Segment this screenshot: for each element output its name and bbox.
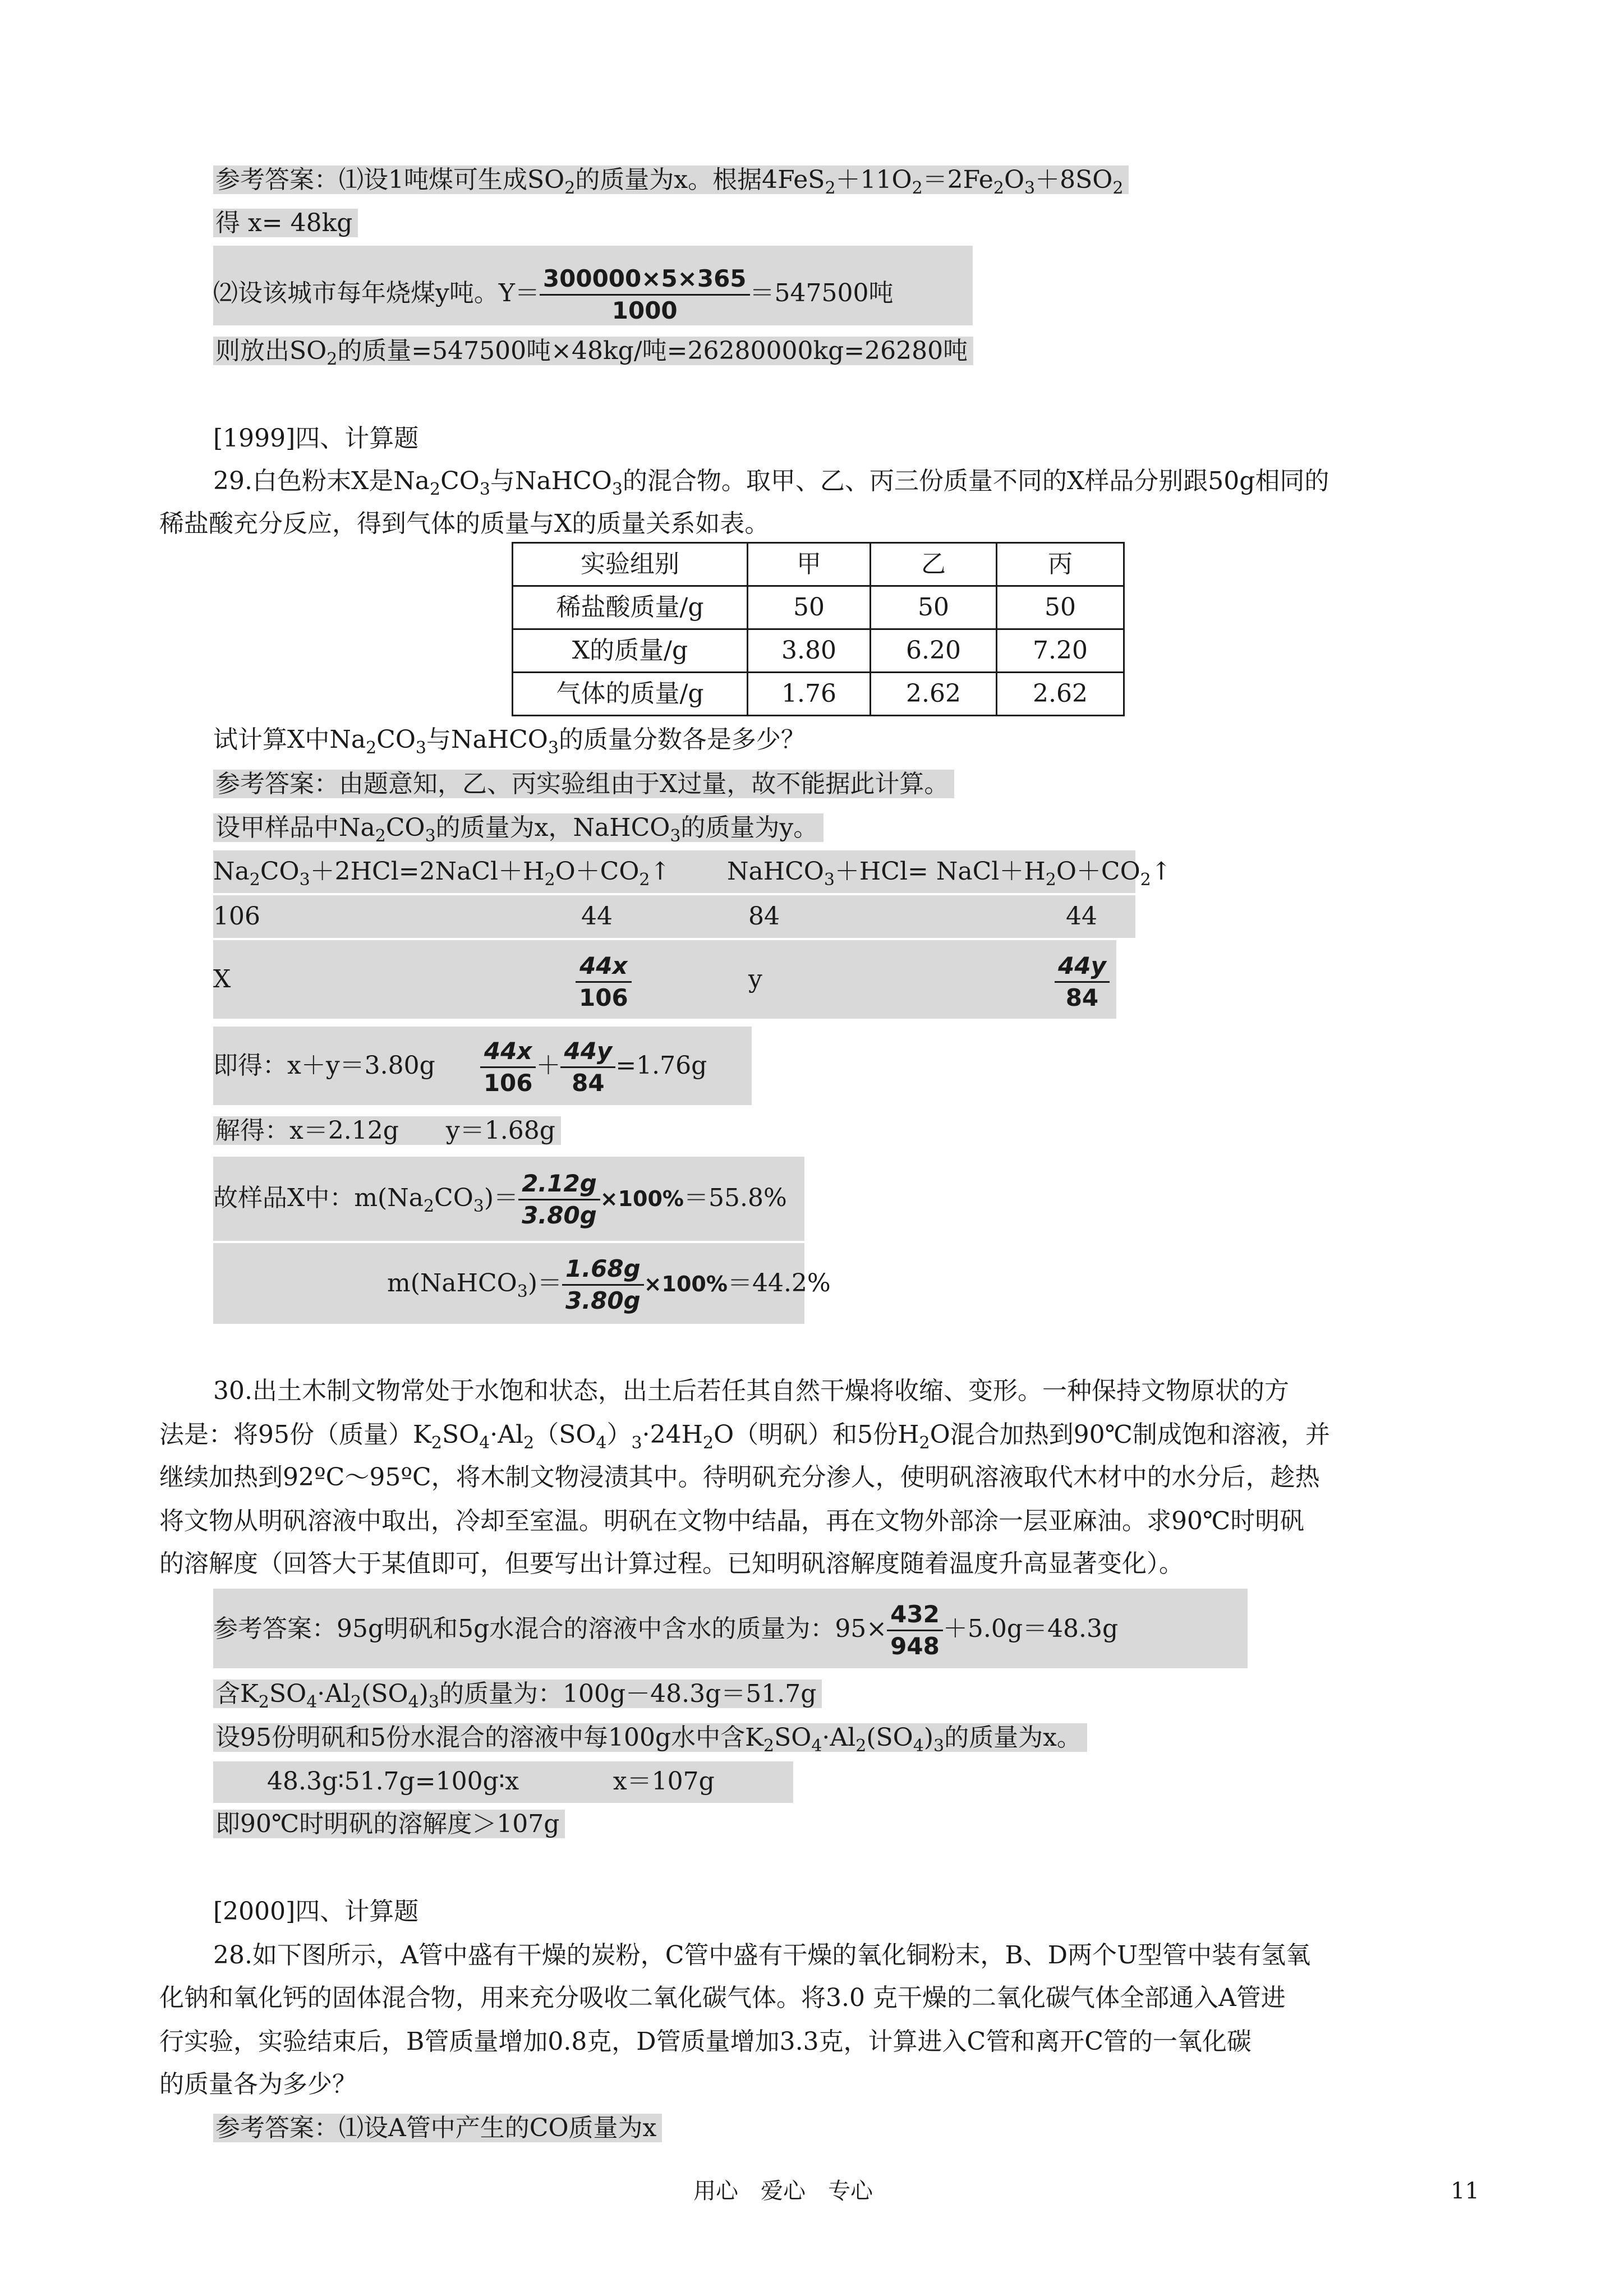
experiment-table	[512, 542, 1125, 716]
fraction: $\frac{44x}{106}$	[576, 947, 632, 1014]
answer-28-line-1: 参考答案：⑴设A管中产生的CO质量为x	[213, 2108, 662, 2148]
answer-line-1: 参考答案：⑴设1吨煤可生成$SO_2$的质量为x。根据$4FeS_2+11O_2=2Fe_2O_3+8SO_2$	[213, 160, 1129, 200]
question-30-line-2: 法是：将95份（质量）$K_2SO_4\cdot Al_2(SO_4)_3\cdot 24H_2O$（明矾）和5份$H_2O$混合加热到90℃制成饱和溶液，并	[159, 1420, 1330, 1453]
question-29-line-1: 29.白色粉末X是$Na_2CO_3$与NaHCO$_3$的混合物。取甲、乙、丙三份质量不同的X样品分别跟50g相同的	[213, 467, 1329, 499]
question-30-line-4: 将文物从明矾溶液中取出，冷却至室温。明矾在文物中结晶，再在文物外部涂一层亚麻油。求90℃时明矾	[159, 1507, 1305, 1535]
answer-line-3: ⑵设该城市每年烧煤y吨。Y＝ $\frac{300000\times 5\times 365}{1000}$ ＝547500吨	[213, 263, 894, 324]
fraction: $\frac{300000\times 5\times 365}{1000}$	[540, 264, 750, 326]
molar-mass: 44	[581, 902, 613, 931]
question-28-line-3: 行实验，实验结束后，B管质量增加0.8克，D管质量增加3.3克，计算进入C管和离开C管的一氧化碳	[159, 2027, 1252, 2056]
footer-motto: 用心 爱心 专心	[693, 2178, 873, 2204]
question-30-line-1: 30.出土木制文物常处于水饱和状态，出土后若任其自然干燥将收缩、变形。一种保持文物原状的方	[213, 1377, 1289, 1405]
molar-mass: 44	[1066, 902, 1097, 931]
equation-2: NaHCO$_3$＋HCl= $NaCl+H_2O+CO_2↑$	[727, 857, 1172, 890]
fraction: $\frac{44y}{84}$	[1055, 947, 1110, 1014]
section-heading-1999: [1999]四、计算题	[213, 424, 419, 453]
section-heading-2000: [2000]四、计算题	[213, 1897, 419, 1926]
variable-x: X	[213, 965, 231, 993]
table-header-row: 实验组别 甲 乙 丙	[513, 543, 1124, 586]
answer-30-line-5: 即90℃时明矾的溶解度＞107g	[213, 1804, 565, 1844]
solution-line-4: m(NaHCO$_3$)＝ $\frac{1.68g}{3.80g}$ ×100%＝44.2%	[387, 1246, 831, 1320]
question-30-line-5: 的溶解度（回答大于某值即可，但要写出计算过程。已知明矾溶解度随着温度升高显著变化）。	[159, 1549, 1184, 1578]
answer-29-line-1: 参考答案：由题意知，乙、丙实验组由于X过量，故不能据此计算。	[213, 764, 954, 804]
question-28-line-2: 化钠和氧化钙的固体混合物，用来充分吸收二氧化碳气体。将3.0 克干燥的二氧化碳气体全部通入A管进	[159, 1984, 1286, 2012]
molar-mass: 106	[213, 902, 260, 931]
molar-mass: 84	[748, 902, 780, 931]
table-row: 稀盐酸质量/g 50 50 50	[513, 586, 1124, 629]
answer-30-line-1: 参考答案：95g明矾和5g水混合的溶液中含水的质量为：95× $\frac{432}{948}$ ＋5.0g＝48.3g	[213, 1595, 1118, 1663]
answer-30-line-3: 设95份明矾和5份水混合的溶液中每100g水中含$K_2SO_4\cdot Al_2(SO_4)_3$的质量为x。	[213, 1718, 1087, 1758]
answer-line-2: 得 x= 48kg	[213, 203, 358, 243]
question-28-line-1: 28.如下图所示，A管中盛有干燥的炭粉，C管中盛有干燥的氧化铜粉末，B、D两个U型管中装有氢氧	[213, 1941, 1311, 1970]
question-29-line-2: 稀盐酸充分反应，得到气体的质量与X的质量关系如表。	[159, 509, 770, 538]
question-30-line-3: 继续加热到92ºC～95ºC，将木制文物浸渍其中。待明矾充分渗人，使明矾溶液取代木材中的水分后，趁热	[159, 1463, 1320, 1492]
answer-29-line-2: 设甲样品中$Na_2CO_3$的质量为x，NaHCO$_3$的质量为y。	[213, 808, 823, 848]
question-29-ask: 试计算X中$Na_2CO_3$与NaHCO$_3$的质量分数各是多少？	[213, 725, 806, 758]
answer-30-line-2: 含$K_2SO_4\cdot Al_2(SO_4)_3$的质量为：100g－48.3g＝51.7g	[213, 1674, 822, 1714]
solution-line-3: 故样品X中：$m(Na_2CO_3)=$ $\frac{2.12g}{3.80g}$ ×100%＝55.8%	[213, 1161, 787, 1235]
page-number: 11	[1451, 2178, 1479, 2204]
solution-line-2: 解得：x＝2.12g y＝1.68g	[213, 1111, 561, 1151]
table-row: X的质量/g 3.80 6.20 7.20	[513, 629, 1124, 673]
solution-line-1: 即得：x＋y＝3.80g $\frac{44x}{106}$ ＋ $\frac{44y}{84}$ =1.76g	[213, 1032, 707, 1099]
variable-y: y	[748, 965, 762, 993]
table-row: 气体的质量/g 1.76 2.62 2.62	[513, 673, 1124, 716]
equation-1: $Na_2CO_3+2HCl=2NaCl+H_2O+CO_2↑$	[213, 857, 671, 890]
answer-line-4: 则放出$SO_2$的质量=547500吨×48kg/吨=26280000kg=26280吨	[213, 331, 973, 371]
question-28-line-4: 的质量各为多少？	[159, 2070, 357, 2099]
answer-30-line-4: 48.3g∶51.7g=100g∶x x＝107g	[267, 1767, 715, 1796]
